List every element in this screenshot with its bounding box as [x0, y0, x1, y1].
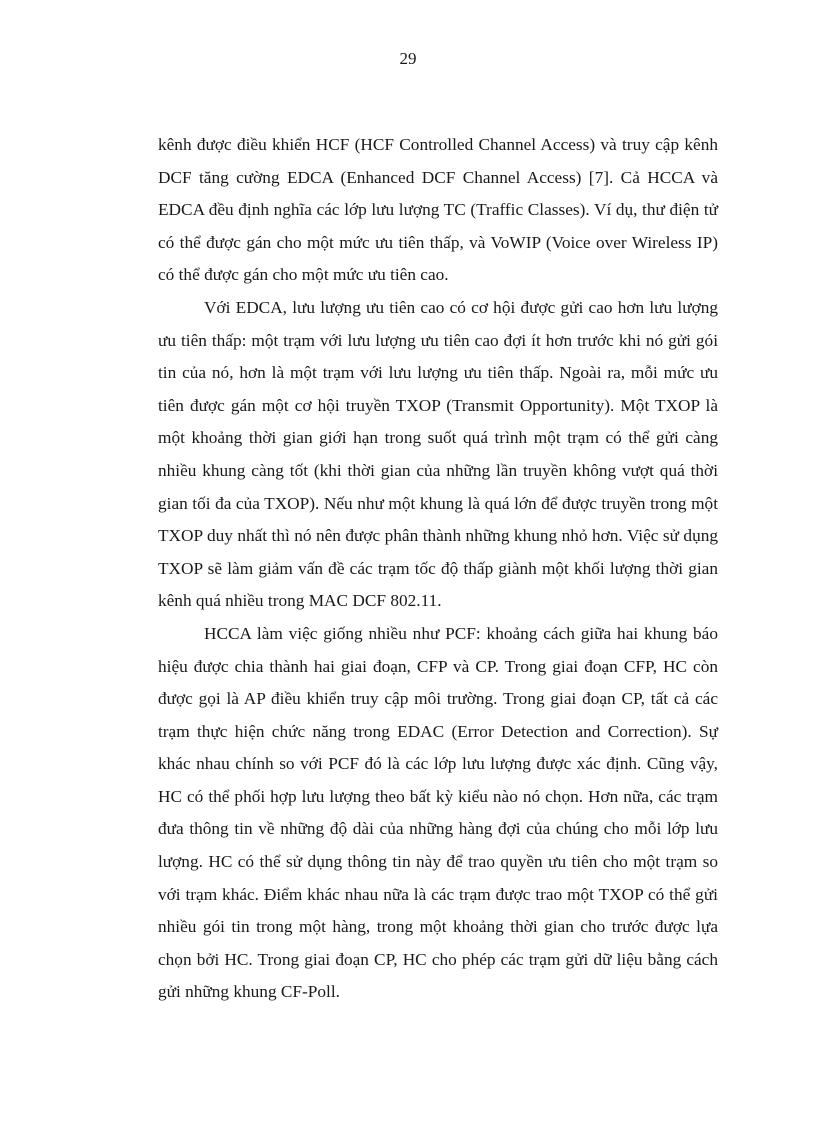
- page-number: 29: [399, 49, 417, 68]
- paragraph-hcca: HCCA làm việc giống nhiều như PCF: khoảng cách giữa hai khung báo hiệu được chia thành hai giai đoạn, CFP và CP. Trong giai đoạn CFP, HC còn được gọi là AP điều khiển truy cập môi trường. Trong giai đoạn CP, tất cả các trạm thực hiện chức năng trong EDAC (Error Detection and Correction). Sự khác nhau chính so với PCF đó là các lớp lưu lượng được xác định. Cũng vậy, HC có thể phối hợp lưu lượng theo bất kỳ kiểu nào nó chọn. Hơn nữa, các trạm đưa thông tin về những độ dài của những hàng đợi của chúng cho mỗi lớp lưu lượng. HC có thể sử dụng thông tin này để trao quyền ưu tiên cho một trạm so với trạm khác. Điểm khác nhau nữa là các trạm được trao một TXOP có thể gửi nhiều gói tin trong một hàng, trong một khoảng thời gian cho trước được lựa chọn bởi HC. Trong giai đoạn CP, HC cho phép các trạm gửi dữ liệu bằng cách gửi những khung CF-Poll.: [158, 623, 718, 1002]
- paragraph-continuation: kênh được điều khiển HCF (HCF Controlled Channel Access) và truy cập kênh DCF tăng cường EDCA (Enhanced DCF Channel Access) [7]. Cả HCCA và EDCA đều định nghĩa các lớp lưu lượng TC (Traffic Classes). Ví dụ, thư điện tử có thể được gán cho một mức ưu tiên thấp, và VoWIP (Voice over Wireless IP) có thể được gán cho một mức ưu tiên cao.: [158, 135, 718, 285]
- document-body: [158, 129, 718, 1009]
- paragraph-edca: Với EDCA, lưu lượng ưu tiên cao có cơ hội được gửi cao hơn lưu lượng ưu tiên thấp: một trạm với lưu lượng ưu tiên cao đợi ít hơn trước khi nó gửi gói tin của nó, hơn là một trạm với lưu lượng ưu tiên thấp. Ngoài ra, mỗi mức ưu tiên được gán một cơ hội truyền TXOP (Transmit Opportunity). Một TXOP là một khoảng thời gian giới hạn trong suốt quá trình một trạm có thể gửi càng nhiều khung càng tốt (khi thời gian của những lần truyền không vượt quá thời gian tối đa của TXOP). Nếu như một khung là quá lớn để được truyền trong một TXOP duy nhất thì nó nên được phân thành những khung nhỏ hơn. Việc sử dụng TXOP sẽ làm giảm vấn đề các trạm tốc độ thấp giành một khối lượng thời gian kênh quá nhiều trong MAC DCF 802.11.: [158, 297, 718, 611]
